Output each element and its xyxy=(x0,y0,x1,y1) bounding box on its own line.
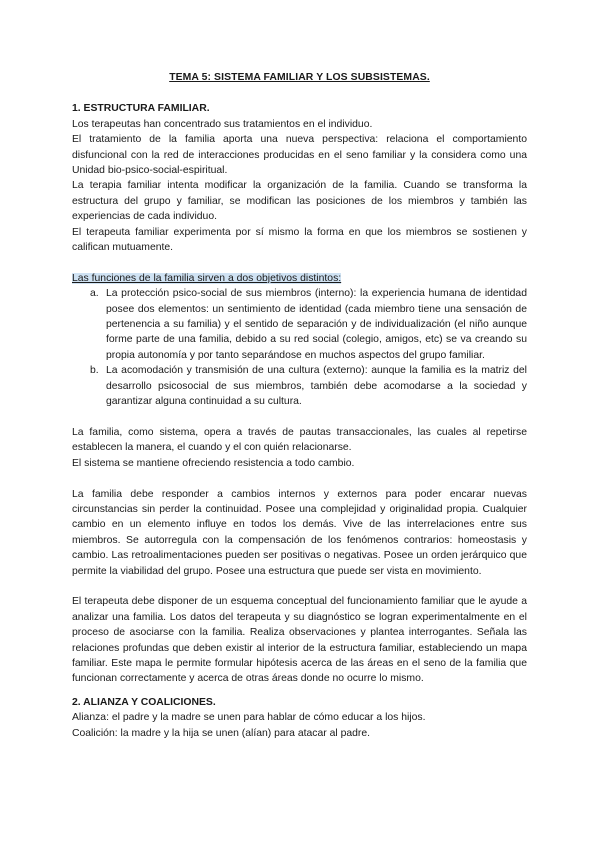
functions-intro xyxy=(72,271,527,286)
spacer xyxy=(72,687,527,695)
paragraph: Los terapeutas han concentrado sus tratamientos en el individuo. xyxy=(72,118,373,130)
highlighted-text: Las funciones de la familia sirven a dos objetivos distintos: xyxy=(72,272,342,284)
paragraph: El terapeuta familiar experimenta por sí mismo la forma en que los miembros se sostienen y califican mutuamente. xyxy=(72,226,527,254)
list-item-text: La protección psico-social de sus miembros (interno): la experiencia humana de identidad posee dos elementos: un sentimiento de identidad (cada miembro tiene una sensación de pertenencia a su familia) y el sentido de separación y de individualización (el niño aunque forme parte de una familia, debido a su red social (colegio, amigos, etc) se va creando su propia autonomía y por tanto separándose en muchos aspectos del grupo familiar. xyxy=(106,288,527,361)
list-marker: a. xyxy=(90,288,99,300)
paragraph: La terapia familiar intenta modificar la organización de la familia. Cuando se transforma la estructura del grupo y familiar, se modifican las posiciones de los miembros y también las experiencias de cada individuo. xyxy=(72,180,527,223)
spacer xyxy=(72,471,527,486)
document-title: TEMA 5: SISTEMA FAMILIAR Y LOS SUBSISTEMAS. xyxy=(169,72,430,83)
section-heading-alianza: 2. ALIANZA Y COALICIONES. xyxy=(72,696,216,708)
paragraph: El tratamiento de la familia aporta una nueva perspectiva: relaciona el comportamiento disfuncional con la red de interacciones producidas en el seno familiar y la considera como una Unidad bio-psico-social-espiritual. xyxy=(72,134,527,177)
paragraph: Alianza: el padre y la madre se unen para hablar de cómo educar a los hijos. xyxy=(72,712,426,724)
section-heading-estructura: 1. ESTRUCTURA FAMILIAR. xyxy=(72,103,210,115)
list-item xyxy=(90,286,527,363)
paragraph: El terapeuta debe disponer de un esquema conceptual del funcionamiento familiar que le ayude a analizar una familia. Los datos del terapeuta y su diagnóstico se logran experimentalmente en el proceso de asociarse con la familia. Realiza observaciones y plantea interrogantes. Señala las relaciones profundas que deben existir al interior de la estructura familiar, estableciendo un mapa familiar. Este mapa le permite formular hipótesis acerca de las áreas en el seno de la familia que funcionan correctamente y acerca de otras áreas donde no ocurre lo mismo. xyxy=(72,596,527,685)
list-item-text: La acomodación y transmisión de una cultura (externo): aunque la familia es la matriz del desarrollo psicosocial de sus miembros, también debe acomodarse a la sociedad y garantizar alguna continuidad a su cultura. xyxy=(106,365,527,408)
list-marker: b. xyxy=(90,365,99,377)
paragraph: La familia, como sistema, opera a través de pautas transaccionales, las cuales al repetirse establecen la manera, el cuando y el con quién relacionarse. xyxy=(72,426,527,454)
paragraph: La familia debe responder a cambios internos y externos para poder encarar nuevas circunstancias sin perder la continuidad. Posee una complejidad y originalidad propia. Cualquier cambio en un elemento influye en todos los demás. Vive de las interrelaciones entre sus miembros. Se autorregula con la compensación de los fenómenos contrarios: homeostasis y cambio. Las retroalimentaciones pueden ser positivas o negativas. Posee un orden jerárquico que permite la viabilidad del grupo. Posee una estructura que puede ser vista en movimiento. xyxy=(72,488,527,577)
spacer xyxy=(72,410,527,425)
paragraph: Coalición: la madre y la hija se unen (alían) para atacar al padre. xyxy=(72,727,371,739)
spacer xyxy=(72,255,527,270)
paragraph: El sistema se mantiene ofreciendo resistencia a todo cambio. xyxy=(72,457,355,469)
document-page xyxy=(72,70,527,741)
list-item xyxy=(90,363,527,409)
functions-list xyxy=(72,286,527,409)
spacer xyxy=(72,579,527,594)
